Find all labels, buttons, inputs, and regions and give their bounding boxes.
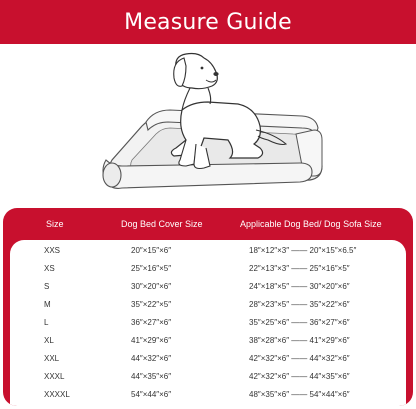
cover-size-cell: 35″×22″×5″ xyxy=(131,300,172,309)
size-cell: M xyxy=(44,300,51,309)
table-row xyxy=(10,350,406,368)
dog-on-bed-icon xyxy=(90,48,330,196)
cover-size-cell: 20″×15″×6″ xyxy=(131,246,172,255)
cover-size-cell: 44″×35″×6″ xyxy=(131,372,172,381)
cover-size-cell: 25″×16″×5″ xyxy=(131,264,172,273)
size-cell: L xyxy=(44,318,49,327)
table-row xyxy=(10,260,406,278)
table-row xyxy=(10,368,406,386)
column-header-size: Size xyxy=(46,219,64,229)
table-header-row xyxy=(3,208,413,240)
applicable-size-cell: 48″×35″×6″ —— 54″×44″×6″ xyxy=(249,390,350,399)
size-cell: S xyxy=(44,282,50,291)
applicable-size-cell: 35″×25″×6″ —— 36″×27″×6″ xyxy=(249,318,350,327)
cover-size-cell: 41″×29″×6″ xyxy=(131,336,172,345)
applicable-size-cell: 38″×28″×6″ —— 41″×29″×6″ xyxy=(249,336,350,345)
size-cell: XL xyxy=(44,336,54,345)
size-table xyxy=(3,208,413,406)
size-cell: XXXL xyxy=(44,372,65,381)
cover-size-cell: 54″×44″×6″ xyxy=(131,390,172,399)
table-body xyxy=(10,240,406,406)
applicable-size-cell: 28″×23″×5″ —— 35″×22″×6″ xyxy=(249,300,350,309)
applicable-size-cell: 22″×13″×3″ —— 25″×16″×5″ xyxy=(249,264,350,273)
table-row xyxy=(10,314,406,332)
column-header-applicable-size: Applicable Dog Bed/ Dog Sofa Size xyxy=(240,219,382,229)
table-row xyxy=(10,332,406,350)
table-row xyxy=(10,278,406,296)
cover-size-cell: 44″×32″×6″ xyxy=(131,354,172,363)
column-header-cover-size: Dog Bed Cover Size xyxy=(121,219,203,229)
size-cell: XXL xyxy=(44,354,60,363)
table-row xyxy=(10,242,406,260)
size-cell: XXXXL xyxy=(44,390,70,399)
applicable-size-cell: 42″×32″×6″ —— 44″×32″×6″ xyxy=(249,354,350,363)
cover-size-cell: 36″×27″×6″ xyxy=(131,318,172,327)
table-row xyxy=(10,386,406,404)
table-row xyxy=(10,296,406,314)
applicable-size-cell: 18″×12″×3″ —— 20″×15″×6.5″ xyxy=(249,246,357,255)
applicable-size-cell: 24″×18″×5″ —— 30″×20″×6″ xyxy=(249,282,350,291)
header-banner xyxy=(0,0,416,44)
cover-size-cell: 30″×20″×6″ xyxy=(131,282,172,291)
page-title: Measure Guide xyxy=(124,9,292,35)
size-cell: XXS xyxy=(44,246,61,255)
size-cell: XS xyxy=(44,264,55,273)
applicable-size-cell: 42″×32″×6″ —— 44″×35″×6″ xyxy=(249,372,350,381)
